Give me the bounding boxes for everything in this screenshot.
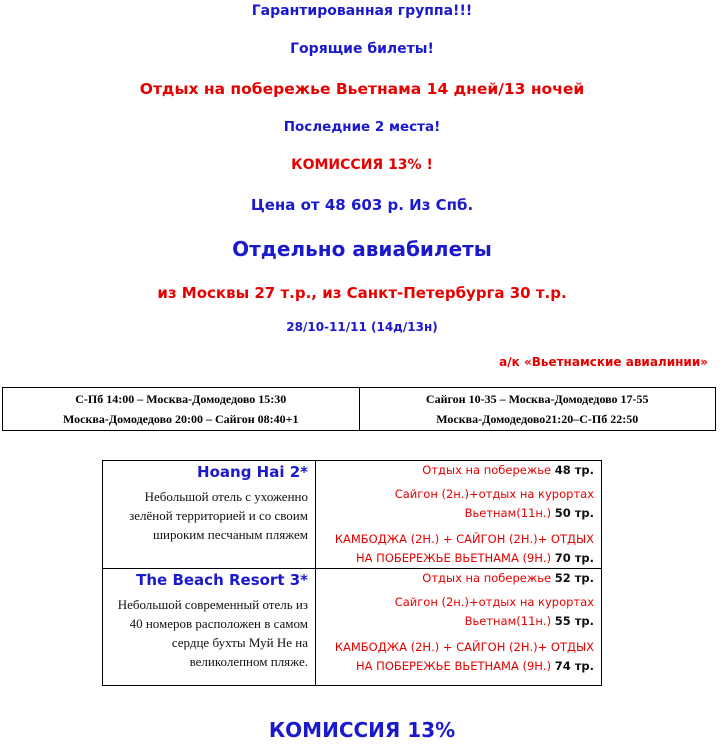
vacation-heading: Отдых на побережье Вьетнама 14 дней/13 ночей <box>139 80 585 98</box>
dates-heading: 28/10-11/11 (14д/13н) <box>286 320 438 334</box>
offer-price: 74 тр. <box>554 659 594 673</box>
offer-label: КАМБОДЖА (2Н.) + САЙГОН (2Н.)+ ОТДЫХ <box>334 532 594 546</box>
hotel-row <box>103 461 602 569</box>
outbound-flight-2: Москва-Домодедово 20:00 – Сайгон 08:40+1 <box>63 412 299 426</box>
hotel-offers-cell <box>316 461 602 569</box>
offer-cambodia-saigon-beach <box>323 530 594 568</box>
hotel-description: Небольшой отель с ухоженно зелёной территорией и со своим широким песчаным пляжем <box>129 489 308 542</box>
return-flights-cell <box>359 388 716 431</box>
offer-saigon-beach <box>323 485 594 523</box>
offer-label: НА ПОБЕРЕЖЬЕ ВЬЕТНАМА (9Н.) <box>356 551 555 565</box>
offer-beach <box>323 569 594 588</box>
offer-cambodia-saigon-beach <box>323 638 594 676</box>
hotel-name: Hoang Hai 2* <box>197 463 308 481</box>
offer-label: КАМБОДЖА (2Н.) + САЙГОН (2Н.)+ ОТДЫХ <box>334 640 594 654</box>
offer-price: 48 тр. <box>554 463 594 477</box>
offer-label: Сайгон (2н.)+отдых на курортах <box>394 487 594 501</box>
guaranteed-group-heading: Гарантированная группа!!! <box>251 3 473 19</box>
offer-price: 55 тр. <box>554 614 594 628</box>
separate-tickets-heading: Отдельно авиабилеты <box>232 237 492 261</box>
price-heading: Цена от 48 603 р. Из Спб. <box>250 196 474 214</box>
offer-saigon-beach <box>323 593 594 631</box>
footer-commission: КОМИССИЯ 13% <box>268 718 456 742</box>
offer-label: Вьетнам(11н.) <box>464 506 555 520</box>
hotel-info-cell <box>103 461 316 569</box>
offer-label: Отдых на побережье <box>422 463 555 477</box>
hotel-row <box>103 569 602 686</box>
hotel-name: The Beach Resort 3* <box>136 571 308 589</box>
outbound-flight-1: С-Пб 14:00 – Москва-Домодедово 15:30 <box>75 392 287 406</box>
offer-price: 50 тр. <box>554 506 594 520</box>
airline-label: а/к «Вьетнамские авиалинии» <box>499 355 708 369</box>
hotel-offers-cell <box>316 569 602 686</box>
offer-price: 52 тр. <box>554 571 594 585</box>
hotel-description: Небольшой современный отель из 40 номеров расположен в самом сердце бухты Муй Не на великолепном пляже. <box>117 597 308 669</box>
outbound-flights-cell <box>3 388 360 431</box>
offer-beach <box>323 461 594 480</box>
offer-label: НА ПОБЕРЕЖЬЕ ВЬЕТНАМА (9Н.) <box>356 659 555 673</box>
hotel-info-cell <box>103 569 316 686</box>
offer-label: Отдых на побережье <box>422 571 555 585</box>
offer-label: Сайгон (2н.)+отдых на курортах <box>394 595 594 609</box>
commission-heading: КОМИССИЯ 13% ! <box>291 157 433 173</box>
last-seats-heading: Последние 2 места! <box>283 119 441 135</box>
offer-label: Вьетнам(11н.) <box>464 614 555 628</box>
flights-table <box>2 387 716 431</box>
return-flight-2: Москва-Домодедово21:20–С-Пб 22:50 <box>436 412 639 426</box>
offer-price: 70 тр. <box>554 551 594 565</box>
ticket-prices-heading: из Москвы 27 т.р., из Санкт-Петербурга 30 т.р. <box>157 284 567 302</box>
return-flight-1: Сайгон 10-35 – Москва-Домодедово 17-55 <box>425 392 649 406</box>
hotels-table <box>102 460 602 686</box>
hot-tickets-heading: Горящие билеты! <box>290 41 434 57</box>
